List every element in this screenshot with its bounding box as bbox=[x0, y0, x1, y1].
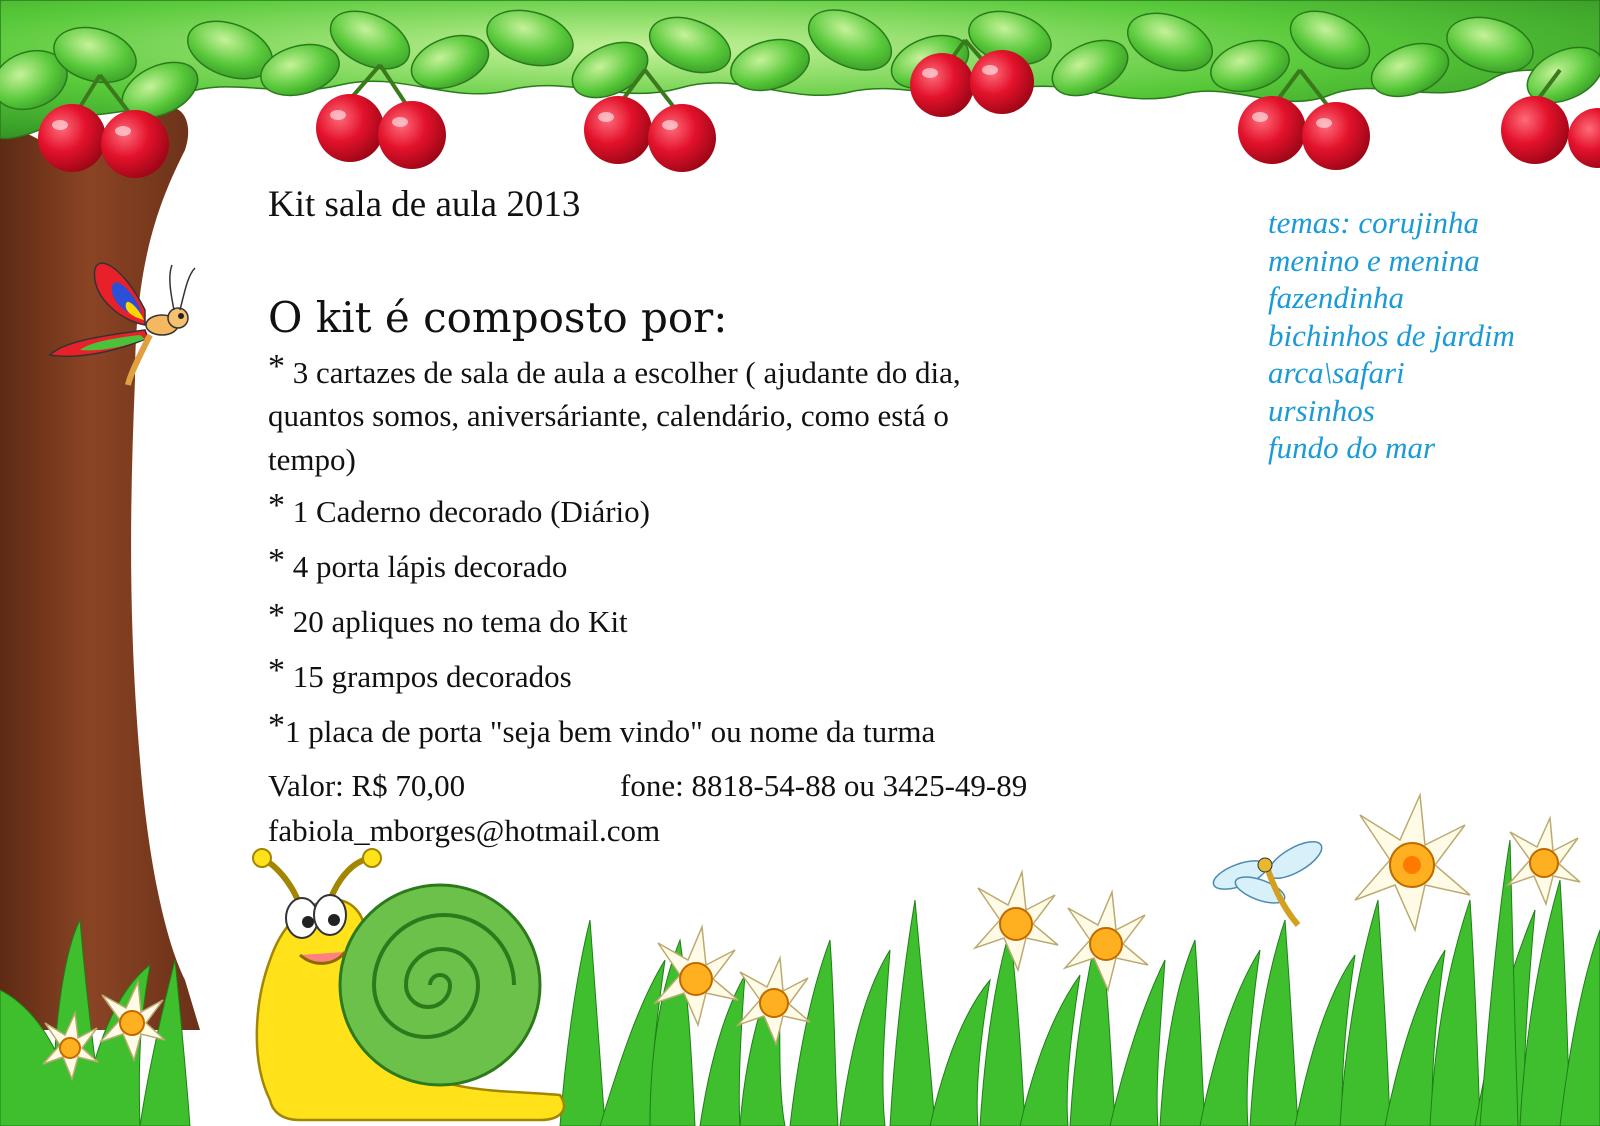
list-item bbox=[268, 542, 568, 586]
email-label: fabiola_mborges@hotmail.com bbox=[268, 813, 661, 848]
bullet-star: * bbox=[268, 707, 285, 744]
item-text: 15 grampos decorados bbox=[285, 659, 572, 694]
theme-item: bichinhos de jardim bbox=[1268, 317, 1515, 353]
list-item bbox=[268, 652, 572, 696]
bullet-star: * bbox=[268, 542, 285, 579]
dragonfly bbox=[1210, 835, 1327, 925]
tree-trunk bbox=[0, 107, 200, 1030]
bullet-star: * bbox=[268, 652, 285, 689]
list-item bbox=[268, 348, 961, 392]
item-text: 4 porta lápis decorado bbox=[285, 549, 568, 584]
snail bbox=[253, 849, 564, 1120]
phone-label: fone: 8818-54-88 ou 3425-49-89 bbox=[620, 768, 1028, 803]
theme-item: temas: corujinha bbox=[1268, 205, 1479, 240]
list-item-continuation: tempo) bbox=[268, 442, 356, 477]
item-text: 1 placa de porta "seja bem vindo" ou nome da turma bbox=[285, 714, 936, 749]
theme-item: fundo do mar bbox=[1268, 430, 1436, 465]
bullet-star: * bbox=[268, 487, 285, 524]
price-label: Valor: R$ 70,00 bbox=[268, 768, 466, 803]
item-text: 3 cartazes de sala de aula a escolher ( ajudante do dia, bbox=[285, 355, 961, 390]
list-item bbox=[268, 707, 936, 751]
theme-item: ursinhos bbox=[1268, 392, 1375, 428]
bullet-star: * bbox=[268, 597, 285, 634]
list-item bbox=[268, 597, 628, 641]
kit-contents-heading: O kit é composto por: bbox=[268, 293, 728, 342]
bullet-star: * bbox=[268, 348, 285, 385]
theme-item: fazendinha bbox=[1268, 280, 1405, 315]
theme-item: menino e menina bbox=[1268, 242, 1480, 278]
item-text: 20 apliques no tema do Kit bbox=[285, 604, 628, 639]
theme-item: arca\safari bbox=[1268, 355, 1405, 390]
list-item bbox=[268, 487, 650, 531]
page-title: Kit sala de aula 2013 bbox=[268, 184, 581, 225]
themes-list bbox=[1268, 204, 1515, 467]
list-item-continuation: quantos somos, aniversáriante, calendário, como está o bbox=[268, 398, 949, 433]
item-text: 1 Caderno decorado (Diário) bbox=[285, 494, 650, 529]
